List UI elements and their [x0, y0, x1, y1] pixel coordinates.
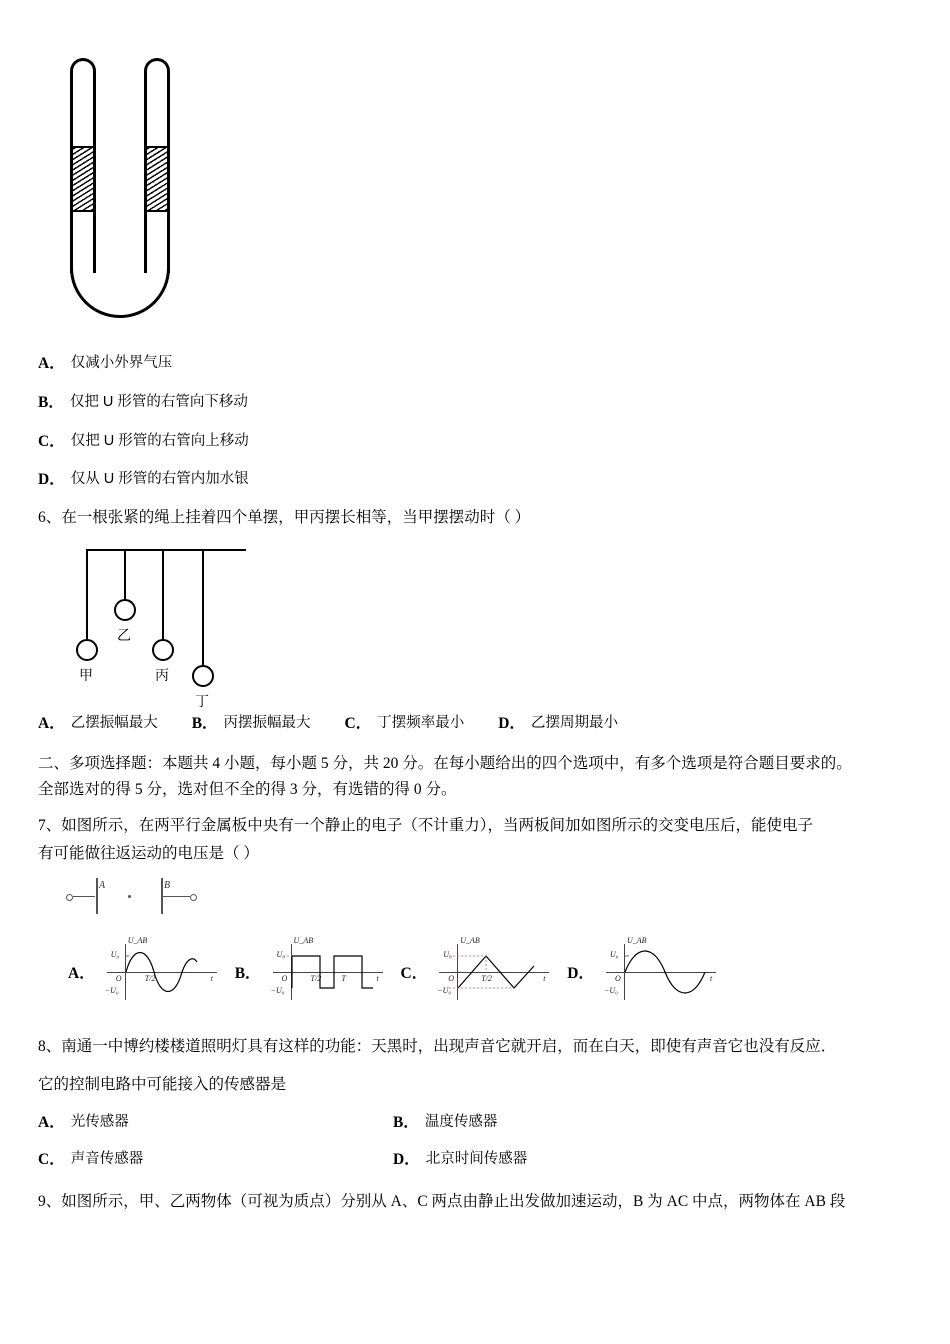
y-axis-label: U_AB	[460, 936, 480, 946]
option-text: 声音传感器	[70, 1151, 144, 1168]
section-2-line-1: 二、多项选择题：本题共 4 小题，每小题 5 分，共 20 分。在每小题给出的四个选项中，有多个选项是符合题目要求的。	[38, 754, 852, 772]
option-text: 光传感器	[70, 1114, 129, 1131]
plate-a-label: A	[99, 880, 106, 892]
option-row	[38, 430, 910, 455]
page-content	[38, 0, 910, 1221]
pendulum-string-yi	[124, 549, 126, 601]
neg-u0-label: −U₀	[603, 986, 618, 996]
terminal-right	[190, 894, 197, 901]
mercury-column-left	[73, 146, 93, 212]
pendulum-bob-ding	[192, 665, 214, 687]
q7-option-b	[235, 936, 391, 1008]
tube-bottom-bend	[70, 208, 170, 318]
q8-stem-line-2: 它的控制电路中可能接入的传感器是	[38, 1075, 287, 1093]
q7-graph-options	[68, 936, 910, 1008]
neg-u0-label: −U₀	[104, 986, 119, 996]
option-row	[38, 1148, 393, 1173]
sine-curve	[97, 936, 225, 1008]
option-label: B．	[234, 965, 261, 983]
option-label: B．	[38, 393, 64, 411]
option-label: C．	[344, 714, 372, 732]
option-text: 乙摆周期最小	[530, 714, 618, 731]
x-axis-label: t	[709, 974, 713, 984]
option-row	[38, 391, 910, 416]
option-label: D．	[38, 471, 65, 489]
q9-stem: 9、如图所示，甲、乙两物体（可视为质点）分别从 A、C 两点由静止出发做加速运动，B 为 AC 中点，两物体在 AB 段	[38, 1193, 846, 1211]
pendulum-label-bing: 丙	[155, 666, 169, 683]
wire-left	[73, 896, 95, 897]
pendulum-bob-jia	[76, 639, 98, 661]
option-label: B．	[393, 1114, 419, 1132]
period-label: T	[341, 974, 346, 984]
u-tube-figure	[52, 58, 910, 348]
origin-label: O	[281, 974, 288, 984]
option-label: D．	[393, 1151, 420, 1169]
capacitor-figure	[66, 874, 266, 922]
option-label: B．	[191, 714, 218, 732]
y-axis-label: U_AB	[293, 936, 314, 946]
q5-options	[38, 352, 910, 493]
pendulum-string-ding	[202, 549, 204, 667]
q8-stem-line-1: 8、南通一中博约楼楼道照明灯具有这样的功能：天黑时，出现声音它就开启，而在白天，即使有声音它也没有反应．	[38, 1038, 837, 1056]
option-label: C．	[400, 965, 428, 983]
origin-label: O	[115, 974, 122, 984]
x-axis-label: t	[210, 974, 213, 984]
option-text: 仅减小外界气压	[70, 355, 173, 371]
option-row	[38, 468, 910, 493]
option-row	[393, 1111, 497, 1136]
neg-u0-label: −U₀	[437, 986, 452, 996]
x-axis-label: t	[376, 974, 379, 984]
square-wave	[263, 936, 391, 1008]
graph-square	[263, 936, 391, 1008]
u-tube-drawing	[52, 58, 182, 338]
u0-label: U₀	[609, 950, 619, 960]
sine-curve-wide	[596, 936, 724, 1008]
option-label: A．	[38, 714, 65, 732]
option-text: 北京时间传感器	[425, 1151, 528, 1168]
q8-options-row-2	[38, 1148, 910, 1173]
q7-stem-line-2: 有可能做往返运动的电压是（ ）	[38, 844, 259, 862]
option-text: 丙摆振幅最大	[223, 714, 311, 731]
y-axis-label: U_AB	[127, 936, 148, 946]
pendulum-figure	[56, 541, 356, 709]
pendulum-label-yi: 乙	[117, 626, 131, 643]
option-text: 丁摆频率最小	[377, 714, 465, 731]
q6-stem: 6、在一根张紧的绳上挂着四个单摆，甲丙摆长相等，当甲摆摆动时（ ）	[38, 509, 531, 527]
q8-options-row-1	[38, 1111, 910, 1136]
option-label: A．	[68, 965, 95, 983]
x-axis-label: t	[543, 974, 546, 984]
option-text: 温度传感器	[424, 1114, 498, 1131]
option-label: A．	[38, 355, 65, 372]
q7-option-c	[401, 936, 558, 1008]
option-text: 仅把 U 形管的右管向下移动	[69, 393, 248, 410]
y-axis-label: U_AB	[626, 936, 647, 946]
plate-a	[96, 878, 98, 914]
q7-option-a	[68, 936, 225, 1008]
pendulum-string-jia	[86, 549, 88, 641]
pendulum-bob-yi	[114, 599, 136, 621]
graph-triangle	[429, 936, 557, 1008]
option-text: 乙摆振幅最大	[70, 714, 158, 731]
u0-label: U₀	[110, 950, 120, 960]
option-label: D．	[567, 965, 594, 983]
section-2-heading	[38, 751, 910, 804]
option-label: A．	[38, 1114, 65, 1132]
option-text: 仅把 U 形管的右管向上移动	[70, 432, 249, 449]
u0-label: U₀	[443, 950, 452, 960]
option-row	[38, 352, 910, 377]
option-label: C．	[38, 1151, 65, 1169]
graph-sine	[97, 936, 225, 1008]
origin-label: O	[614, 974, 621, 984]
option-label: D．	[498, 714, 525, 732]
pendulum-bob-bing	[152, 639, 174, 661]
q6-options	[38, 712, 910, 737]
neg-u0-label: −U₀	[270, 986, 285, 996]
option-text: 仅从 U 形管的右管内加水银	[70, 471, 249, 488]
support-rope	[86, 549, 246, 551]
option-row	[38, 1111, 393, 1136]
half-period-label: T/2	[144, 974, 156, 984]
triangle-wave	[429, 936, 557, 1008]
section-2-line-2: 全部选对的得 5 分，选对但不全的得 3 分，有选错的得 0 分。	[38, 780, 457, 798]
plate-b-label: B	[164, 880, 171, 892]
half-period-label: T/2	[310, 974, 322, 984]
origin-label: O	[448, 974, 455, 984]
q7-option-d	[567, 936, 724, 1008]
pendulum-label-ding: 丁	[195, 692, 209, 709]
pendulum-label-jia: 甲	[79, 666, 93, 683]
terminal-left	[66, 894, 73, 901]
option-row	[393, 1148, 527, 1173]
option-label: C．	[38, 432, 65, 450]
graph-sine-wide	[596, 936, 724, 1008]
u0-label: U₀	[276, 950, 286, 960]
q7-stem-line-1: 7、如图所示，在两平行金属板中央有一个静止的电子（不计重力），当两板间加如图所示的交变电压后，能使电子	[38, 817, 814, 835]
electron-dot	[128, 895, 131, 898]
pendulum-string-bing	[162, 549, 164, 641]
half-period-label: T/2	[481, 974, 492, 984]
mercury-column-right	[147, 146, 167, 212]
wire-right	[162, 896, 190, 897]
